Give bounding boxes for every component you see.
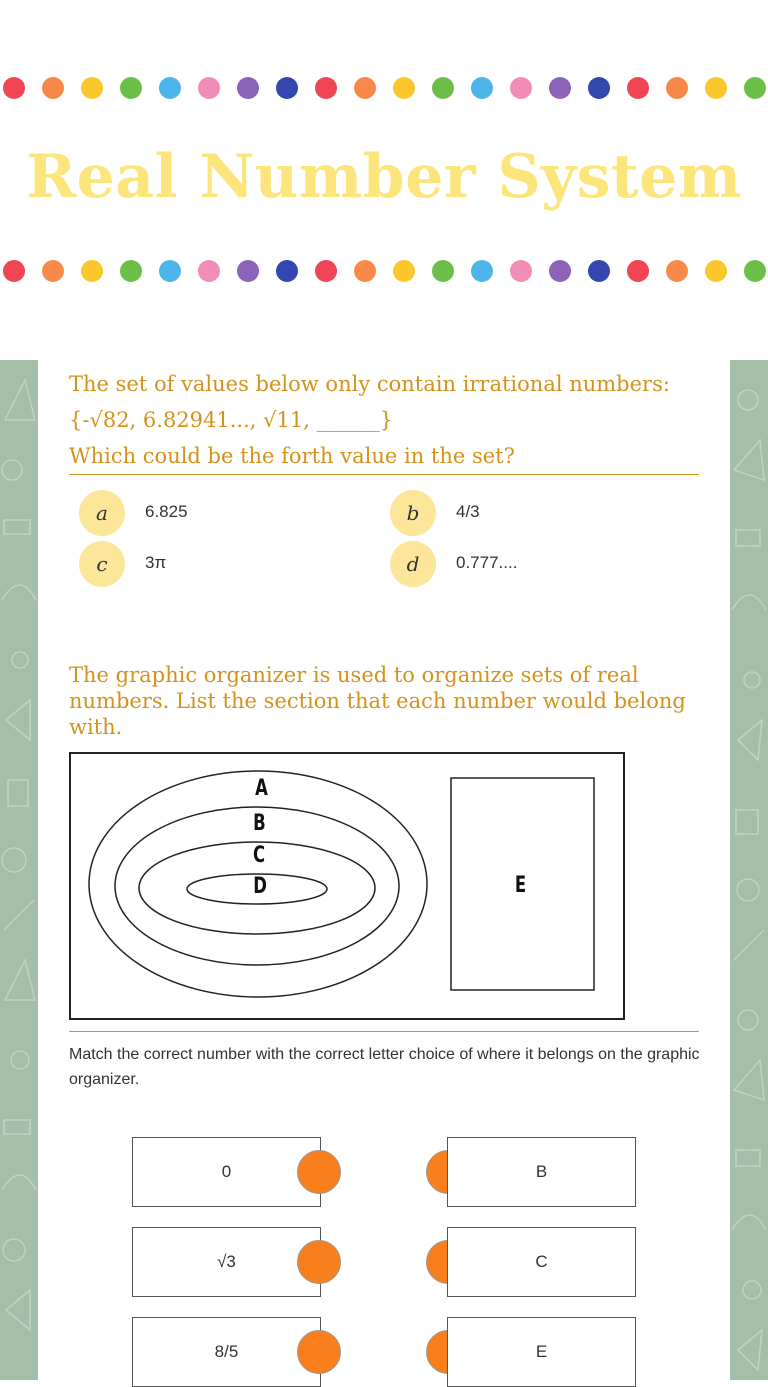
decorative-dot — [744, 77, 766, 99]
dot-border-bottom — [0, 260, 768, 284]
decorative-dot — [315, 260, 337, 282]
organizer-label-c: C — [253, 843, 266, 868]
option-value: 3π — [145, 553, 167, 572]
side-pattern-right — [730, 360, 768, 1380]
match-right-item[interactable]: C — [447, 1227, 636, 1297]
decorative-dot — [120, 260, 142, 282]
match-connector-left[interactable] — [297, 1330, 341, 1374]
question-1-line-1: The set of values below only contain irrational numbers: — [69, 372, 670, 396]
decorative-dot — [42, 77, 64, 99]
match-left-item[interactable]: 0 — [132, 1137, 321, 1207]
decorative-dot — [198, 260, 220, 282]
decorative-dot — [159, 77, 181, 99]
decorative-dot — [237, 260, 259, 282]
worksheet-content — [38, 360, 730, 1380]
decorative-dot — [276, 260, 298, 282]
match-left-item[interactable]: √3 — [132, 1227, 321, 1297]
matching-instruction: Match the correct number with the correct letter choice of where it belongs on the graphic organizer. — [69, 1046, 700, 1088]
option-value: 6.825 — [145, 502, 188, 521]
question-2-prompt: The graphic organizer is used to organize sets of real numbers. List the section that each number would belong with. — [69, 663, 686, 739]
math-doodle-icon — [730, 360, 768, 1380]
decorative-dot — [666, 260, 688, 282]
decorative-dot — [120, 77, 142, 99]
option-letter-badge: b — [390, 490, 436, 536]
decorative-dot — [705, 77, 727, 99]
page-title: Real Number System — [26, 142, 742, 212]
decorative-dot — [549, 260, 571, 282]
decorative-dot — [705, 260, 727, 282]
option-letter-badge: a — [79, 490, 125, 536]
match-left-item[interactable]: 8/5 — [132, 1317, 321, 1387]
decorative-dot — [42, 260, 64, 282]
decorative-dot — [471, 77, 493, 99]
option-b[interactable] — [390, 490, 670, 536]
decorative-dot — [744, 260, 766, 282]
decorative-dot — [3, 260, 25, 282]
option-a[interactable] — [79, 490, 359, 536]
decorative-dot — [159, 260, 181, 282]
question-1-line-3: Which could be the forth value in the set? — [69, 444, 515, 468]
decorative-dot — [393, 260, 415, 282]
match-connector-left[interactable] — [297, 1150, 341, 1194]
match-right-item[interactable]: E — [447, 1317, 636, 1387]
decorative-dot — [627, 260, 649, 282]
decorative-dot — [666, 77, 688, 99]
divider — [69, 474, 699, 475]
divider — [69, 1031, 699, 1032]
decorative-dot — [627, 77, 649, 99]
option-d[interactable] — [390, 541, 670, 587]
decorative-dot — [588, 260, 610, 282]
decorative-dot — [354, 260, 376, 282]
decorative-dot — [549, 77, 571, 99]
decorative-dot — [81, 77, 103, 99]
option-c[interactable] — [79, 541, 359, 587]
match-right-item[interactable]: B — [447, 1137, 636, 1207]
decorative-dot — [393, 77, 415, 99]
decorative-dot — [276, 77, 298, 99]
decorative-dot — [354, 77, 376, 99]
organizer-label-e: E — [514, 873, 527, 898]
decorative-dot — [81, 260, 103, 282]
organizer-label-a: A — [255, 776, 268, 801]
decorative-dot — [237, 77, 259, 99]
organizer-label-d: D — [253, 874, 267, 899]
decorative-dot — [510, 260, 532, 282]
organizer-label-b: B — [253, 811, 266, 836]
decorative-dot — [3, 77, 25, 99]
decorative-dot — [588, 77, 610, 99]
question-1-line-2: {-√82, 6.82941..., √11, ______} — [69, 408, 393, 432]
side-pattern-left — [0, 360, 38, 1380]
nested-ovals-diagram — [71, 754, 623, 1018]
decorative-dot — [198, 77, 220, 99]
decorative-dot — [510, 77, 532, 99]
decorative-dot — [471, 260, 493, 282]
decorative-dot — [315, 77, 337, 99]
dot-border-top — [0, 77, 768, 101]
option-letter-badge: d — [390, 541, 436, 587]
option-value: 4/3 — [456, 502, 480, 521]
match-connector-left[interactable] — [297, 1240, 341, 1284]
math-doodle-icon — [0, 360, 38, 1380]
decorative-dot — [432, 77, 454, 99]
option-value: 0.777.... — [456, 553, 518, 572]
question-1 — [69, 366, 699, 474]
graphic-organizer — [69, 752, 625, 1020]
decorative-dot — [432, 260, 454, 282]
option-letter-badge: c — [79, 541, 125, 587]
